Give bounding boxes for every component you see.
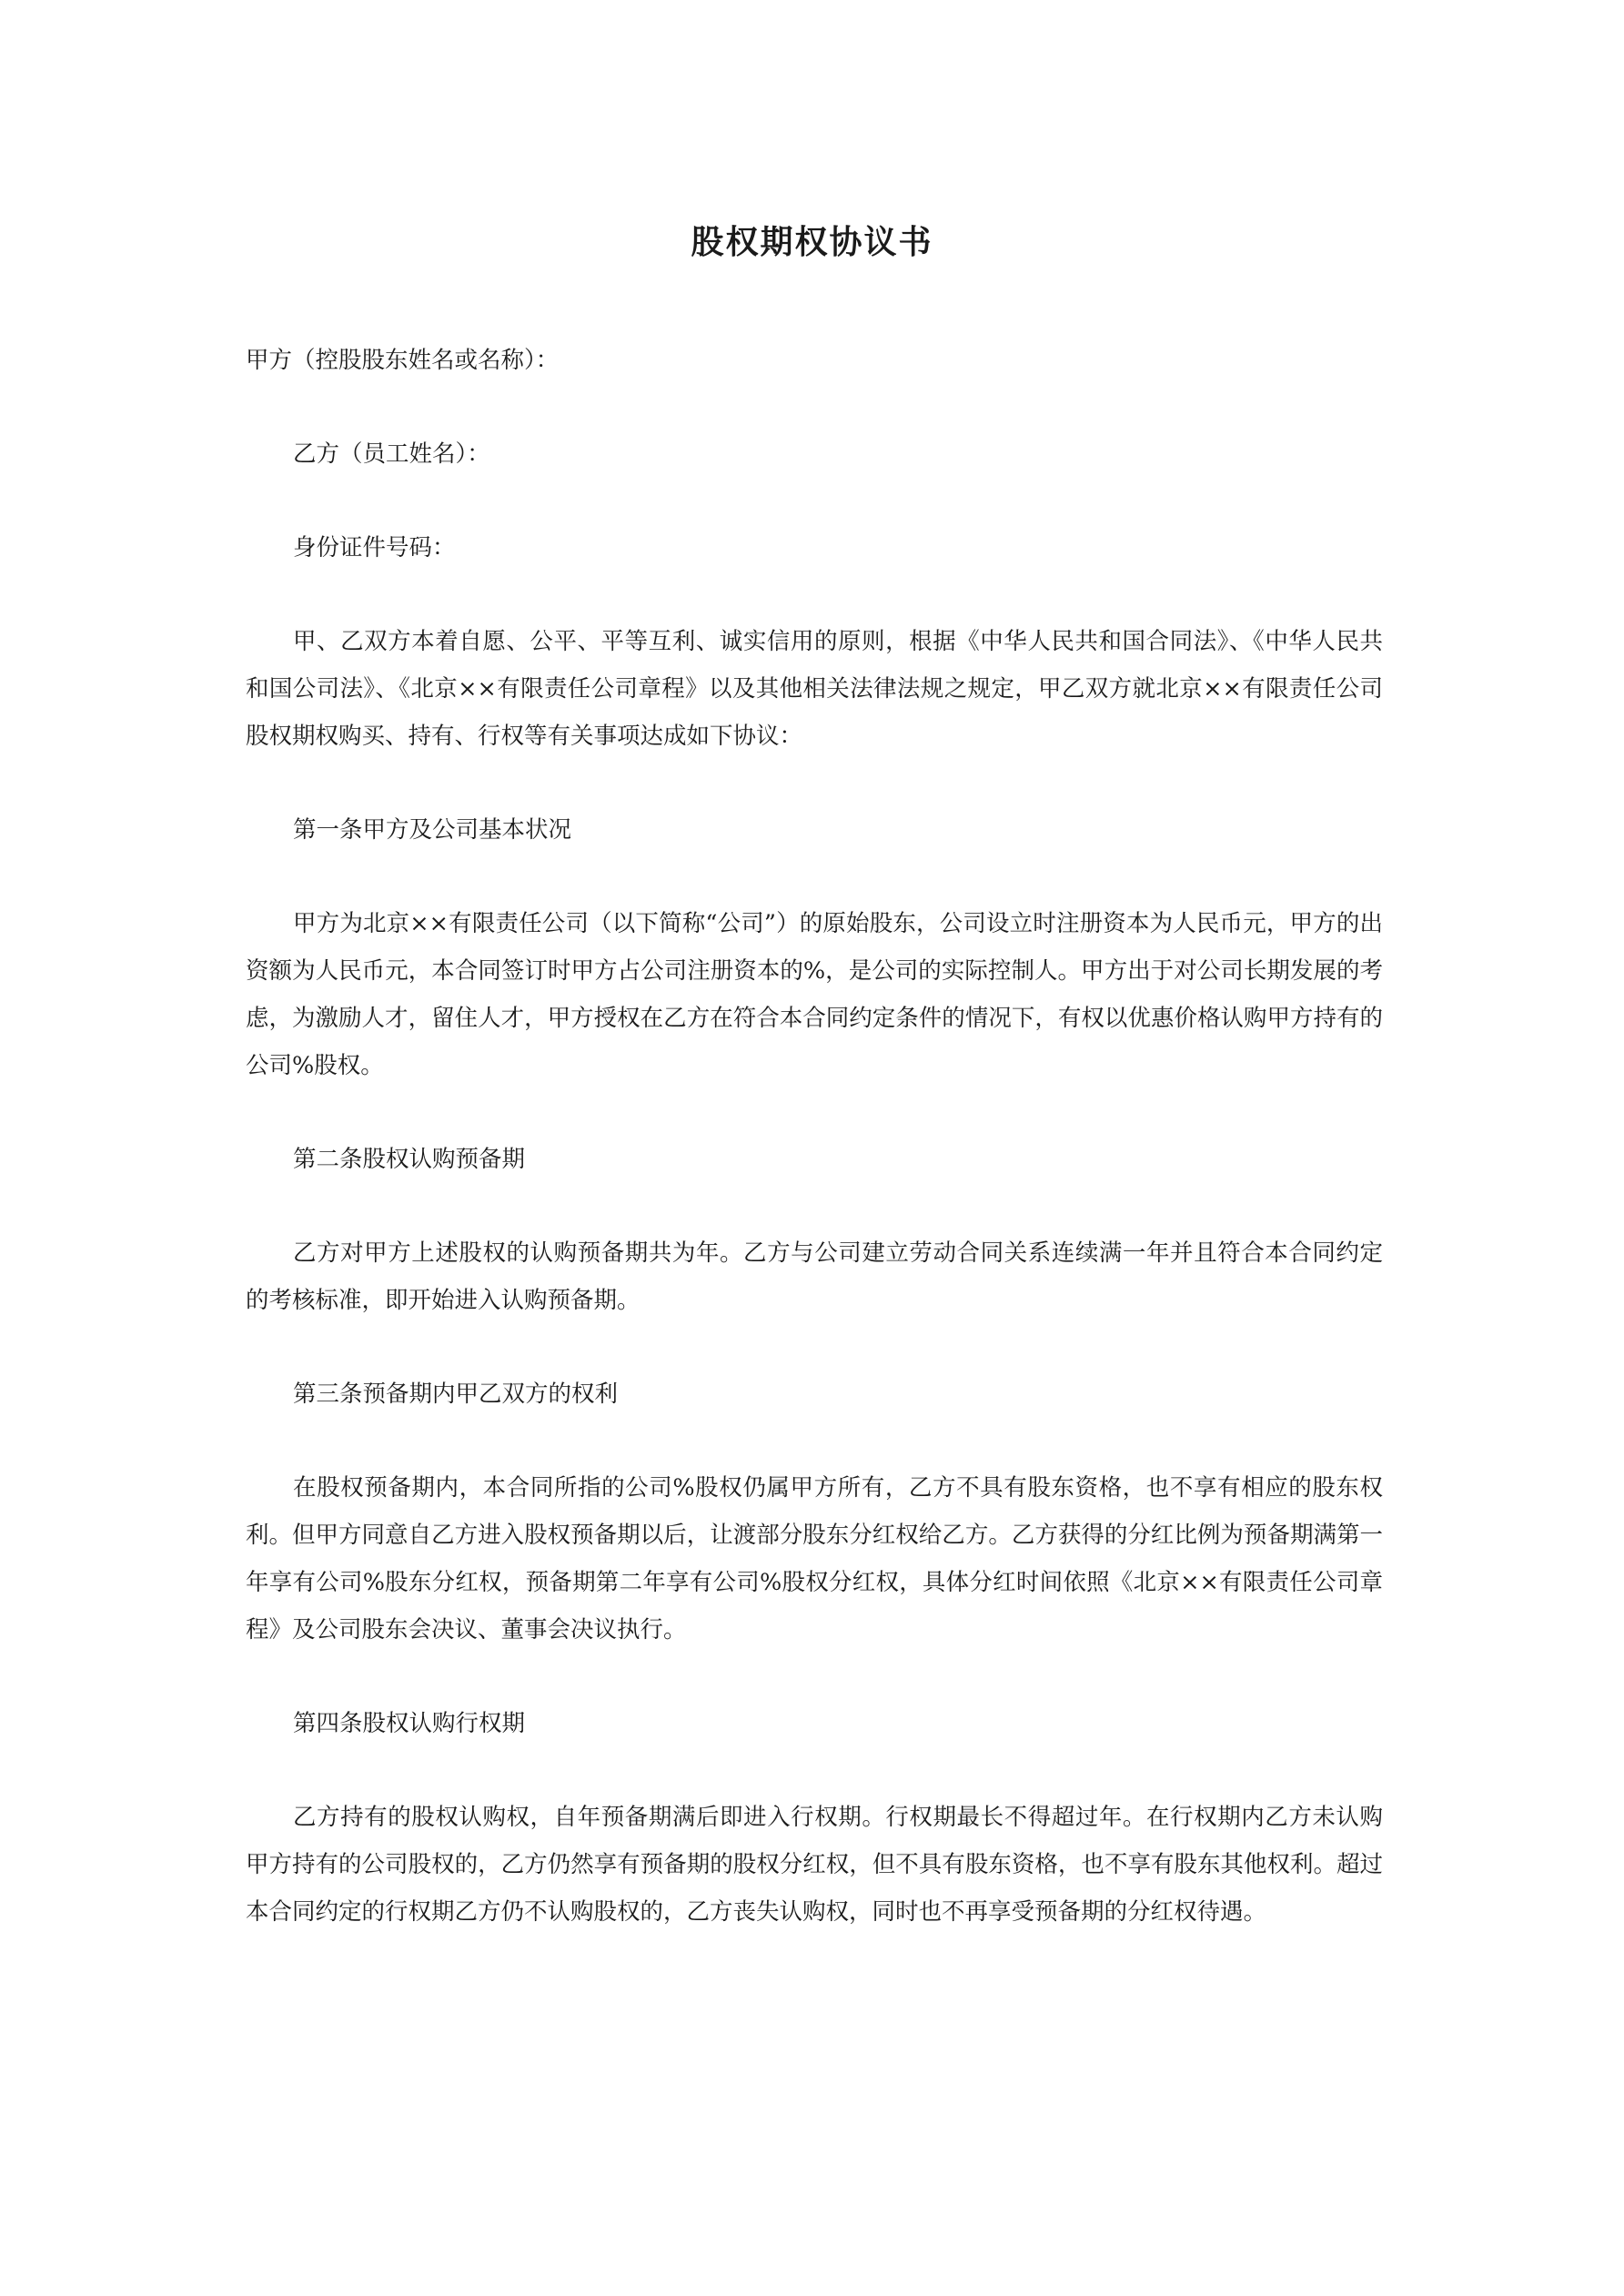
article-4-body: 乙方持有的股权认购权，自年预备期满后即进入行权期。行权期最长不得超过年。在行权期内乙方未认购甲方持有的公司股权的，乙方仍然享有预备期的股权分红权，但不具有股东资格，也不享有股东其他权利。超过本合同约定的行权期乙方仍不认购股权的，乙方丧失认购权，同时也不再享受预备期的分红权待遇。: [246, 1804, 1383, 1926]
article-1-body: 甲方为北京××有限责任公司（以下简称“公司”）的原始股东，公司设立时注册资本为人民币元，甲方的出资额为人民币元，本合同签订时甲方占公司注册资本的%，是公司的实际控制人。甲方出于对公司长期发展的考虑，为激励人才，留住人才，甲方授权在乙方在符合本合同约定条件的情况下，有权以优惠价格认购甲方持有的公司%股权。: [246, 910, 1383, 1079]
preamble-paragraph: 甲、乙双方本着自愿、公平、平等互利、诚实信用的原则，根据《中华人民共和国合同法》、《中华人民共和国公司法》、《北京××有限责任公司章程》以及其他相关法律法规之规定，甲乙双方就北京××有限责任公司股权期权购买、持有、行权等有关事项达成如下协议：: [246, 628, 1383, 750]
article-3-body: 在股权预备期内，本合同所指的公司%股权仍属甲方所有，乙方不具有股东资格，也不享有相应的股东权利。但甲方同意自乙方进入股权预备期以后，让渡部分股东分红权给乙方。乙方获得的分红比例为预备期满第一年享有公司%股东分红权，预备期第二年享有公司%股权分红权，具体分红时间依照《北京××有限责任公司章程》及公司股东会决议、董事会决议执行。: [246, 1474, 1383, 1644]
party-b-line: 乙方（员工姓名）：: [293, 440, 490, 468]
document-title: 股权期权协议书: [691, 223, 933, 261]
party-a-line: 甲方（控股股东姓名或名称）：: [246, 347, 560, 374]
article-1-heading: 第一条甲方及公司基本状况: [293, 816, 572, 844]
article-4-heading: 第四条股权认购行权期: [293, 1710, 526, 1737]
id-number-line: 身份证件号码：: [293, 534, 456, 561]
article-3-heading: 第三条预备期内甲乙双方的权利: [293, 1381, 619, 1408]
document-body: [246, 337, 1383, 1982]
article-2-body: 乙方对甲方上述股权的认购预备期共为年。乙方与公司建立劳动合同关系连续满一年并且符合本合同约定的考核标准，即开始进入认购预备期。: [246, 1239, 1383, 1314]
article-2-heading: 第二条股权认购预备期: [293, 1146, 526, 1173]
